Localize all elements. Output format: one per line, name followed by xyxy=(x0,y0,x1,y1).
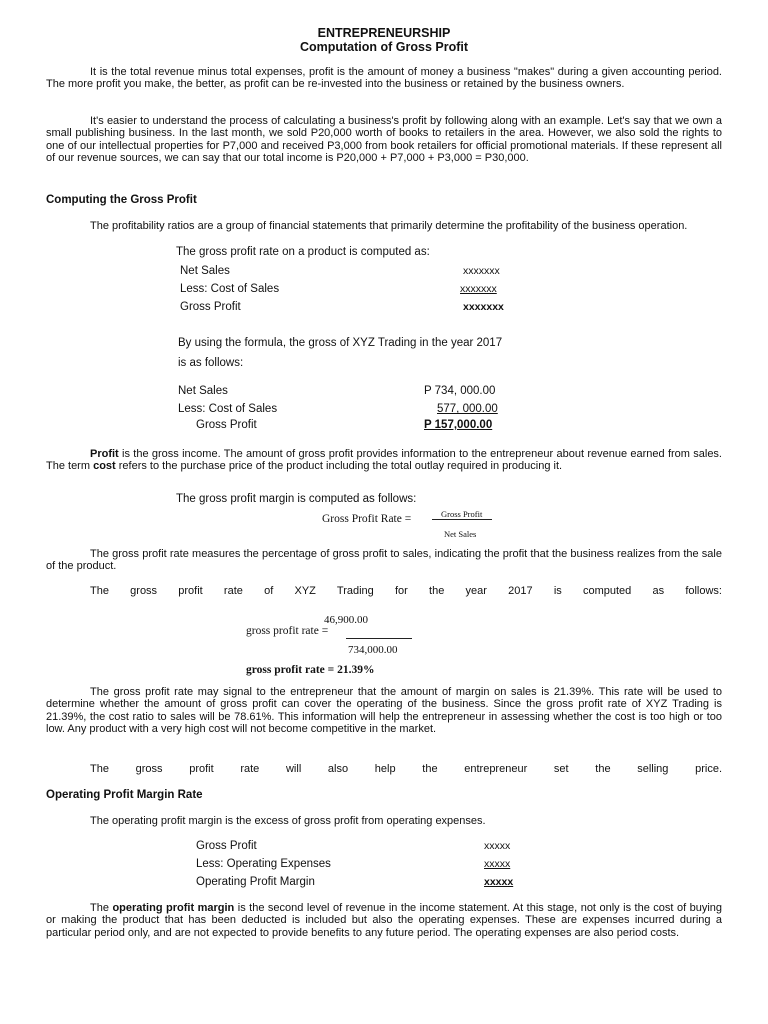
page-subtitle: Computation of Gross Profit xyxy=(299,40,469,54)
figure-gross-profit-margin-formula xyxy=(176,493,536,543)
paragraph-text: The xyxy=(90,902,113,914)
paragraph-selling-price xyxy=(46,763,722,775)
paragraph-text: is the second level of revenue in the income statement. At this stage, not only is the cost of buying or making the product that has been deducted is included but also the operating expenses. These are expenses incurred during a particular period only, and are not expected to provide benefits to any future period. The operating expenses are also period costs. xyxy=(46,902,723,939)
paragraph-text: The gross profit rate measures the percentage of gross profit to sales, indicating the profit that the business realizes from the sale of the product. xyxy=(46,548,722,573)
calc-numerator: 46,900.00 xyxy=(324,614,368,626)
figure-line: is as follows: xyxy=(178,357,244,369)
row-value: xxxxxxx xyxy=(460,283,497,295)
calc-result: gross profit rate = 21.39% xyxy=(246,664,375,676)
paragraph-text: The operating profit margin is the excess of gross profit from operating expenses. xyxy=(90,815,486,827)
row-label: Less: Cost of Sales xyxy=(178,403,278,415)
page-title: ENTREPRENEURSHIP xyxy=(317,26,451,40)
row-label: Gross Profit xyxy=(196,840,257,852)
paragraph-text: is the gross income. The amount of gross profit provides information to the entrepreneur about revenue earned from sales. The term xyxy=(46,448,722,473)
paragraph-xyz-computation xyxy=(46,585,722,597)
figure-gross-profit-formula xyxy=(176,246,536,321)
row-value: xxxxx xyxy=(484,858,511,870)
calc-denominator: 734,000.00 xyxy=(348,644,398,656)
paragraph-rate-signal xyxy=(46,686,722,736)
fraction-bar xyxy=(432,519,492,520)
paragraph-text: The gross profit rate of XYZ Trading for the year 2017 is computed as follows: xyxy=(90,585,722,597)
row-value: 577, 000.00 xyxy=(437,403,498,415)
formula-lhs: Gross Profit Rate = xyxy=(322,513,412,525)
row-value: xxxxx xyxy=(484,876,514,888)
paragraph-text: The gross profit rate may signal to the entrepreneur that the amount of margin on sales is 21.39%. This rate will be used to determine whether the amount of gross profit can cover the operating of the business. Since the gross profit rate of XYZ Trading is 21.39%, the cost ratio to sales will be 78.61%. This information will help the entrepreneur in assessing whether the cost is too high or too low. Any product with a very high cost will not become competitive in the market. xyxy=(46,686,722,736)
heading-operating-profit-margin: Operating Profit Margin Rate xyxy=(46,789,203,801)
bold-term: cost xyxy=(93,460,116,473)
row-label: Net Sales xyxy=(180,265,230,277)
bold-term: operating profit margin xyxy=(112,902,235,914)
paragraph-example-text: It's easier to understand the process of calculating a business's profit by following along with an example. Let's say that we own a small publishing business. In the last month, we sold P20,000 worth of books to retailers in the area. However, we also sold the rights to one of our intellectual properties for P7,000 and received P3,000 from book retailers for official promotional materials. If these represent all of our revenue sources, we can say that our total income is P20,000 + P7,000 + P3,000 = P30,000. xyxy=(46,115,722,165)
paragraph-profit-cost xyxy=(46,448,722,473)
paragraph-gross-profit-rate xyxy=(46,548,722,573)
paragraph-operating-profit-margin xyxy=(46,902,722,939)
formula-denominator: Net Sales xyxy=(444,529,477,539)
row-label: Less: Operating Expenses xyxy=(196,858,331,870)
figure-operating-profit-formula xyxy=(196,840,536,894)
heading-computing-gross-profit: Computing the Gross Profit xyxy=(46,194,197,206)
row-value: P 157,000.00 xyxy=(424,419,493,431)
row-value: xxxxxxx xyxy=(463,301,504,313)
row-label: Gross Profit xyxy=(196,419,257,431)
paragraph-definition xyxy=(46,66,722,91)
row-label: Less: Cost of Sales xyxy=(180,283,280,295)
row-label: Net Sales xyxy=(178,385,228,397)
title-block xyxy=(0,26,768,54)
paragraph-text: refers to the purchase price of the product including the total outlay required in producing it. xyxy=(115,460,563,473)
paragraph-definition-text: It is the total revenue minus total expenses, profit is the amount of money a business "makes" during a given accounting period. The more profit you make, the better, as profit can be re-invested into the business or retained by the business owners. xyxy=(46,66,722,91)
row-label: Operating Profit Margin xyxy=(196,876,315,888)
figure-xyz-trading-example xyxy=(176,337,536,437)
formula-numerator: Gross Profit xyxy=(441,509,483,519)
fraction-bar xyxy=(346,638,412,639)
paragraph-profitability-ratios-text: The profitability ratios are a group of financial statements that primarily determine the profitability of the business operation. xyxy=(90,220,688,232)
row-value: xxxxx xyxy=(484,840,511,852)
figure-heading: The gross profit margin is computed as follows: xyxy=(176,493,417,505)
figure-heading: The gross profit rate on a product is computed as: xyxy=(176,246,430,258)
paragraph-example xyxy=(46,115,722,165)
paragraph-operating-margin-def xyxy=(46,815,722,827)
figure-line: By using the formula, the gross of XYZ Trading in the year 2017 xyxy=(178,337,503,349)
row-value: xxxxxxx xyxy=(463,265,500,277)
paragraph-text: The gross profit rate will also help the entrepreneur set the selling price. xyxy=(90,763,722,775)
paragraph-profitability-ratios xyxy=(46,220,722,232)
bold-term: Profit xyxy=(90,448,119,460)
figure-gross-profit-rate-calc xyxy=(244,612,444,678)
row-label: Gross Profit xyxy=(180,301,241,313)
row-value: P 734, 000.00 xyxy=(424,385,496,397)
calc-lhs: gross profit rate = xyxy=(246,625,329,637)
